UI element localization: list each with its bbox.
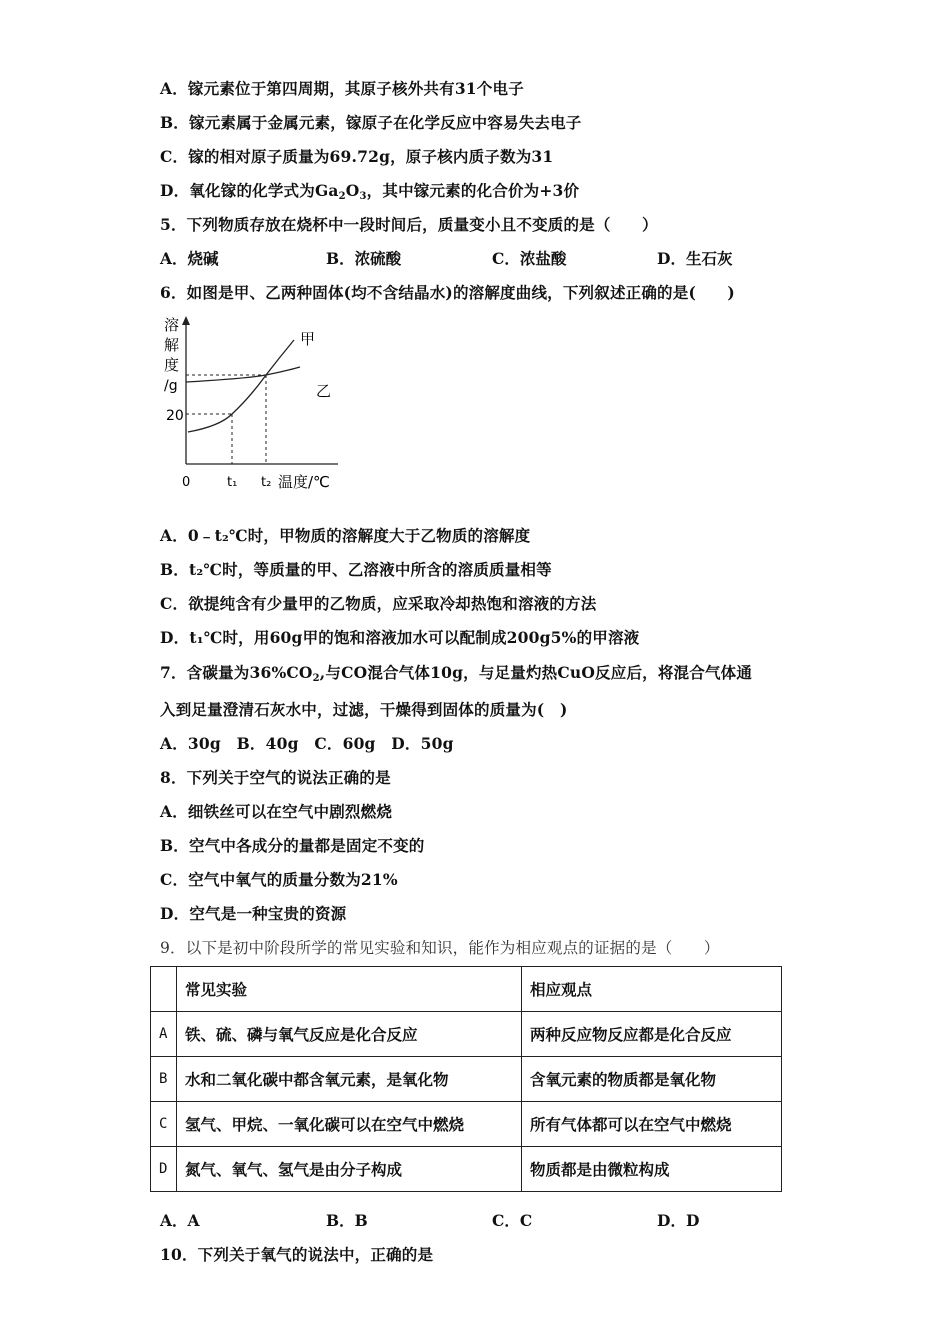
q9-option-d: D．D — [657, 1211, 700, 1230]
q5-stem: 5．下列物质存放在烧杯中一段时间后，质量变小且不变质的是（ ） — [160, 215, 658, 234]
x-tick-t2: t₂ — [261, 475, 272, 490]
table-row — [151, 1012, 782, 1057]
table-header-cell: 常见实验 — [177, 967, 522, 1012]
x-label: 温度/℃ — [278, 473, 330, 491]
q8-option-d: D．空气是一种宝贵的资源 — [160, 904, 347, 923]
curve-label-jia: 甲 — [300, 330, 316, 348]
y-tick-20: 20 — [166, 408, 184, 424]
table-cell: 物质都是由微粒构成 — [522, 1147, 782, 1192]
table-row — [151, 1057, 782, 1102]
q8-option-b: B．空气中各成分的量都是固定不变的 — [160, 836, 425, 855]
table-cell: 所有气体都可以在空气中燃烧 — [522, 1102, 782, 1147]
q5-option-a: A．烧碱 — [160, 249, 219, 268]
q4-option-a: A．镓元素位于第四周期，其原子核外共有31个电子 — [160, 79, 524, 98]
q7-stem-line1: 7．含碳量为$36\%CO_2$,与CO混合气体10g，与足量灼热CuO反应后，将混合气体通 — [160, 663, 753, 684]
y-label-2: 解 — [164, 336, 180, 354]
q9-stem: 9．以下是初中阶段所学的常见实验和知识，能作为相应观点的证据的是（ ） — [160, 939, 720, 957]
table-header-cell — [151, 967, 177, 1012]
q9-option-a: A．A — [160, 1211, 200, 1230]
table-cell: D — [151, 1147, 177, 1192]
table-cell: 两种反应物反应都是化合反应 — [522, 1012, 782, 1057]
q6-option-c: C．欲提纯含有少量甲的乙物质，应采取冷却热饱和溶液的方法 — [160, 594, 597, 613]
q6-option-b: B．t₂℃时，等质量的甲、乙溶液中所含的溶质质量相等 — [160, 560, 552, 579]
q6-stem: 6．如图是甲、乙两种固体(均不含结晶水)的溶解度曲线，下列叙述正确的是( ) — [160, 283, 735, 302]
y-label-4: /g — [164, 378, 178, 394]
table-cell: 水和二氧化碳中都含氧元素，是氧化物 — [177, 1057, 522, 1102]
q9-option-b: B．B — [326, 1211, 368, 1230]
solubility-graph — [160, 312, 360, 492]
table-cell: 氢气、甲烷、一氧化碳可以在空气中燃烧 — [177, 1102, 522, 1147]
q9-option-c: C．C — [492, 1211, 533, 1230]
table-cell: 氮气、氧气、氢气是由分子构成 — [177, 1147, 522, 1192]
q5-option-d: D．生石灰 — [657, 249, 733, 268]
q4-option-d: D．氧化镓的化学式为$Ga_2O_3$，其中镓元素的化合价为+3价 — [160, 181, 580, 202]
q6-option-d: D．t₁℃时，用60g甲的饱和溶液加水可以配制成200g5%的甲溶液 — [160, 628, 640, 647]
q8-option-c: C．空气中氧气的质量分数为21% — [160, 870, 398, 889]
q6-option-a: A．0﹣t₂℃时，甲物质的溶解度大于乙物质的溶解度 — [160, 526, 531, 545]
q4-option-c: C．镓的相对原子质量为69.72g，原子核内质子数为31 — [160, 147, 554, 166]
q10-stem: 10．下列关于氧气的说法中，正确的是 — [160, 1245, 434, 1264]
q5-option-b: B．浓硫酸 — [326, 249, 402, 268]
y-label-1: 溶 — [164, 316, 180, 334]
table-row — [151, 1147, 782, 1192]
table-cell: A — [151, 1012, 177, 1057]
y-axis-arrow — [182, 316, 190, 325]
q7-options: A．30g B．40g C．60g D．50g — [160, 734, 454, 753]
table-cell: C — [151, 1102, 177, 1147]
origin-label: 0 — [182, 475, 191, 490]
table-cell: B — [151, 1057, 177, 1102]
table-row — [151, 1102, 782, 1147]
y-label-3: 度 — [164, 356, 180, 374]
q5-option-c: C．浓盐酸 — [492, 249, 567, 268]
q8-stem: 8．下列关于空气的说法正确的是 — [160, 768, 391, 787]
x-tick-t1: t₁ — [227, 475, 238, 490]
curve-label-yi: 乙 — [316, 382, 332, 400]
q4-option-b: B．镓元素属于金属元素，镓原子在化学反应中容易失去电子 — [160, 113, 582, 132]
table-header-cell: 相应观点 — [522, 967, 782, 1012]
table-cell: 含氧元素的物质都是氧化物 — [522, 1057, 782, 1102]
curve-jia — [188, 340, 294, 432]
q8-option-a: A．细铁丝可以在空气中剧烈燃烧 — [160, 802, 393, 821]
q7-stem-line2: 入到足量澄清石灰水中，过滤，干燥得到固体的质量为( ) — [160, 700, 568, 719]
table-header-row — [151, 967, 782, 1012]
table-cell: 铁、硫、磷与氧气反应是化合反应 — [177, 1012, 522, 1057]
q9-table — [150, 966, 782, 1192]
